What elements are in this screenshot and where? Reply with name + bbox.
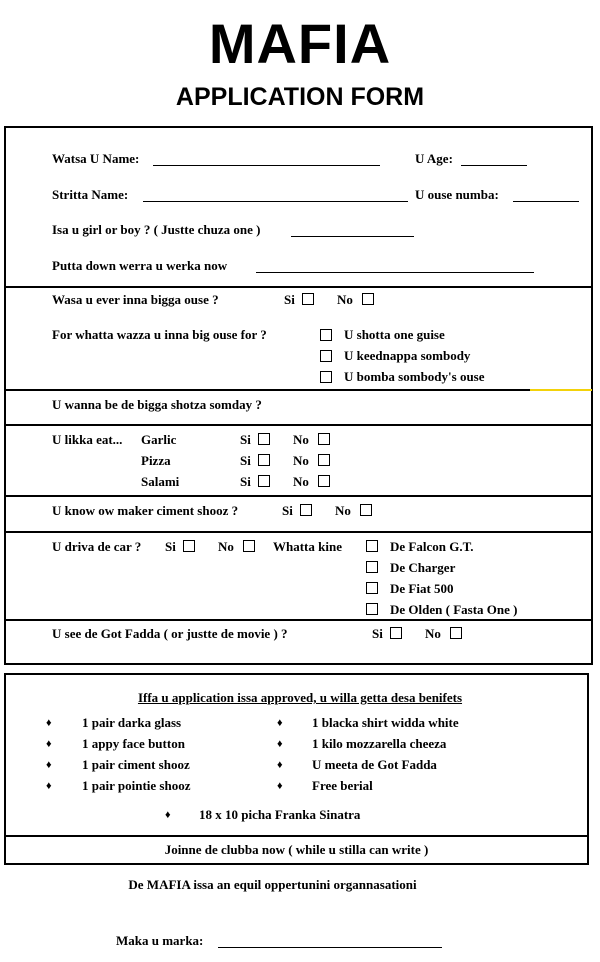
car-kind-label: Whatta kine <box>273 539 342 554</box>
benefit-item: 1 appy face button <box>82 736 185 751</box>
bullet-icon: ♦ <box>277 717 283 729</box>
big-house-question: Wasa u ever inna bigga ouse ? <box>52 292 219 307</box>
godfather-question: U see de Got Fadda ( or justte de movie ) ? <box>52 626 288 641</box>
yellow-highlight-mark <box>530 389 592 391</box>
no-label: No <box>425 626 441 641</box>
section-divider <box>4 619 593 621</box>
section-divider <box>4 286 593 288</box>
name-label: Watsa U Name: <box>52 151 140 166</box>
car-option: De Charger <box>390 560 456 575</box>
yes-label: Si <box>165 539 176 554</box>
yes-label: Si <box>372 626 383 641</box>
application-form-box <box>4 126 593 665</box>
reason-checkbox[interactable] <box>320 329 332 341</box>
name-field[interactable] <box>153 165 380 166</box>
car-question: U driva de car ? <box>52 539 142 554</box>
no-label: No <box>293 453 309 468</box>
food-yes-checkbox[interactable] <box>258 475 270 487</box>
food-yes-checkbox[interactable] <box>258 454 270 466</box>
food-no-checkbox[interactable] <box>318 475 330 487</box>
food-item-name: Salami <box>141 474 180 489</box>
mark-field[interactable] <box>218 947 442 948</box>
street-label: Stritta Name: <box>52 187 129 202</box>
car-yes-checkbox[interactable] <box>183 540 195 552</box>
yes-label: Si <box>284 292 295 307</box>
car-option-checkbox[interactable] <box>366 603 378 615</box>
bullet-icon: ♦ <box>46 759 52 771</box>
benefit-item: 1 blacka shirt widda white <box>312 715 459 730</box>
car-option: De Falcon G.T. <box>390 539 474 554</box>
no-label: No <box>335 503 351 518</box>
house-number-label: U ouse numba: <box>415 187 499 202</box>
section-divider <box>4 389 593 391</box>
section-divider <box>4 424 593 426</box>
benefits-heading: Iffa u application issa approved, u willa getta desa benifets <box>137 690 463 705</box>
bullet-icon: ♦ <box>277 780 283 792</box>
big-house-yes-checkbox[interactable] <box>302 293 314 305</box>
form-title: MAFIA <box>208 12 392 75</box>
benefit-item: 1 pair ciment shooz <box>82 757 190 772</box>
yes-label: Si <box>240 474 251 489</box>
no-label: No <box>293 432 309 447</box>
benefit-item: U meeta de Got Fadda <box>312 757 437 772</box>
reason-option: U keednappa sombody <box>344 348 471 363</box>
food-yes-checkbox[interactable] <box>258 433 270 445</box>
food-question: U likka eat... <box>52 432 123 447</box>
yes-label: Si <box>282 503 293 518</box>
bullet-icon: ♦ <box>46 717 52 729</box>
benefit-item: 1 pair darka glass <box>82 715 182 730</box>
benefit-item: Free berial <box>312 778 373 793</box>
age-label: U Age: <box>415 151 453 166</box>
work-label: Putta down werra u werka now <box>52 258 228 273</box>
godfather-yes-checkbox[interactable] <box>390 627 402 639</box>
godfather-no-checkbox[interactable] <box>450 627 462 639</box>
car-option: De Fiat 500 <box>390 581 454 596</box>
reason-question: For whatta wazza u inna big ouse for ? <box>52 327 267 342</box>
street-field[interactable] <box>143 201 408 202</box>
yes-label: Si <box>240 453 251 468</box>
no-label: No <box>337 292 353 307</box>
car-option-checkbox[interactable] <box>366 540 378 552</box>
food-no-checkbox[interactable] <box>318 454 330 466</box>
benefit-item: 1 pair pointie shooz <box>82 778 191 793</box>
bullet-icon: ♦ <box>46 780 52 792</box>
yes-label: Si <box>240 432 251 447</box>
cement-question: U know ow maker ciment shooz ? <box>52 503 239 518</box>
work-field[interactable] <box>256 272 534 273</box>
age-field[interactable] <box>461 165 527 166</box>
equal-opportunity-text: De MAFIA issa an equil oppertunini organnasationi <box>128 877 417 892</box>
mark-label: Maka u marka: <box>116 933 204 948</box>
section-divider <box>4 531 593 533</box>
big-house-no-checkbox[interactable] <box>362 293 374 305</box>
bullet-icon: ♦ <box>46 738 52 750</box>
food-no-checkbox[interactable] <box>318 433 330 445</box>
form-subtitle: APPLICATION FORM <box>175 83 425 111</box>
bullet-icon: ♦ <box>277 759 283 771</box>
section-divider <box>4 835 589 837</box>
gender-label: Isa u girl or boy ? ( Justte chuza one ) <box>52 222 261 237</box>
car-option: De Olden ( Fasta One ) <box>390 602 518 617</box>
car-option-checkbox[interactable] <box>366 582 378 594</box>
car-option-checkbox[interactable] <box>366 561 378 573</box>
cement-no-checkbox[interactable] <box>360 504 372 516</box>
benefit-item: 1 kilo mozzarella cheeza <box>312 736 447 751</box>
reason-checkbox[interactable] <box>320 350 332 362</box>
food-item-name: Garlic <box>141 432 177 447</box>
cement-yes-checkbox[interactable] <box>300 504 312 516</box>
reason-option: U shotta one guise <box>344 327 445 342</box>
reason-checkbox[interactable] <box>320 371 332 383</box>
no-label: No <box>218 539 234 554</box>
reason-option: U bomba sombody's ouse <box>344 369 485 384</box>
section-divider <box>4 495 593 497</box>
house-number-field[interactable] <box>513 201 579 202</box>
gender-field[interactable] <box>291 236 414 237</box>
join-club-text: Joinne de clubba now ( while u stilla can write ) <box>164 842 429 857</box>
benefit-item: 18 x 10 picha Franka Sinatra <box>199 807 361 822</box>
bullet-icon: ♦ <box>165 809 171 821</box>
food-item-name: Pizza <box>141 453 171 468</box>
bullet-icon: ♦ <box>277 738 283 750</box>
no-label: No <box>293 474 309 489</box>
car-no-checkbox[interactable] <box>243 540 255 552</box>
big-shot-question: U wanna be de bigga shotza somday ? <box>52 397 262 412</box>
